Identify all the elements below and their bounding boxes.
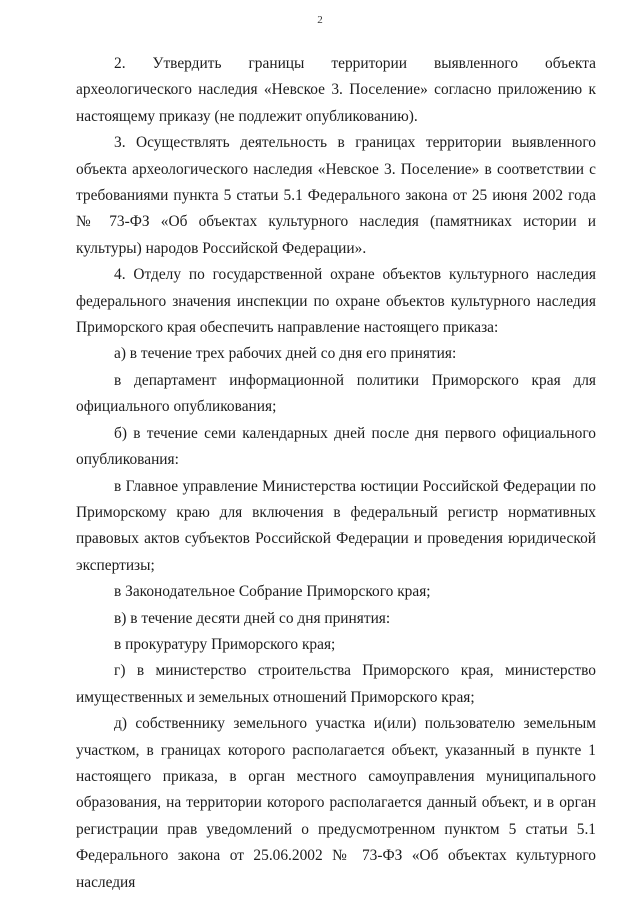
document-body [76,51,596,896]
paragraph-info-policy-department: в департамент информационной политики Приморского края для официального опубликования; [76,371,596,416]
paragraph-subitem-d: д) собственнику земельного участка и(или) пользователю земельным участком, в границах которого располагается объект, указанный в пункте 1 настоящего приказа, в орган местного самоуправления муниципального образования, на территории которого располагается данный объект, и в орган регистрации прав уведомлений о предусмотренном пунктом 5 статьи 5.1 Федерального закона от 25.06.2002 № 73-ФЗ «Об объектах культурного наследия [76,715,596,891]
page-number: 2 [317,14,323,26]
paragraph-item-3-activity: 3. Осуществлять деятельность в границах территории выявленного объекта археологического наследия «Невское 3. Поселение» в соответствии с требованиями пункта 5 статьи 5.1 Федерального закона от 25 июня 2002 года № 73-ФЗ «Об объектах культурного наследия (памятниках истории и культуры) народов Российской Федерации». [76,134,596,257]
paragraph-subitem-v: в) в течение десяти дней со дня принятия: [114,609,391,627]
paragraph-prosecutor-office: в прокуратуру Приморского края; [114,635,336,653]
paragraph-subitem-g: г) в министерство строительства Приморского края, министерство имущественных и земельных отношений Приморского края; [76,662,596,706]
paragraph-legislative-assembly: в Законодательное Собрание Приморского края; [114,583,431,601]
paragraph-ministry-of-justice: в Главное управление Министерства юстиции Российской Федерации по Приморскому краю для включения в федеральный регистр нормативных правовых актов субъектов Российской Федерации и проведения юридической экспертизы; [76,477,596,574]
paragraph-subitem-b: б) в течение семи календарных дней после дня первого официального опубликования: [76,424,596,469]
paragraph-item-2-borders: 2. Утвердить границы территории выявленного объекта археологического наследия «Невское 3. Поселение» согласно приложению к настоящему приказу (не подлежит опубликованию). [76,55,596,125]
paragraph-subitem-a: а) в течение трех рабочих дней со дня его принятия: [114,345,457,363]
paragraph-item-4-department: 4. Отделу по государственной охране объектов культурного наследия федерального значения инспекции по охране объектов культурного наследия Приморского края обеспечить направление настоящего приказа: [76,266,596,337]
